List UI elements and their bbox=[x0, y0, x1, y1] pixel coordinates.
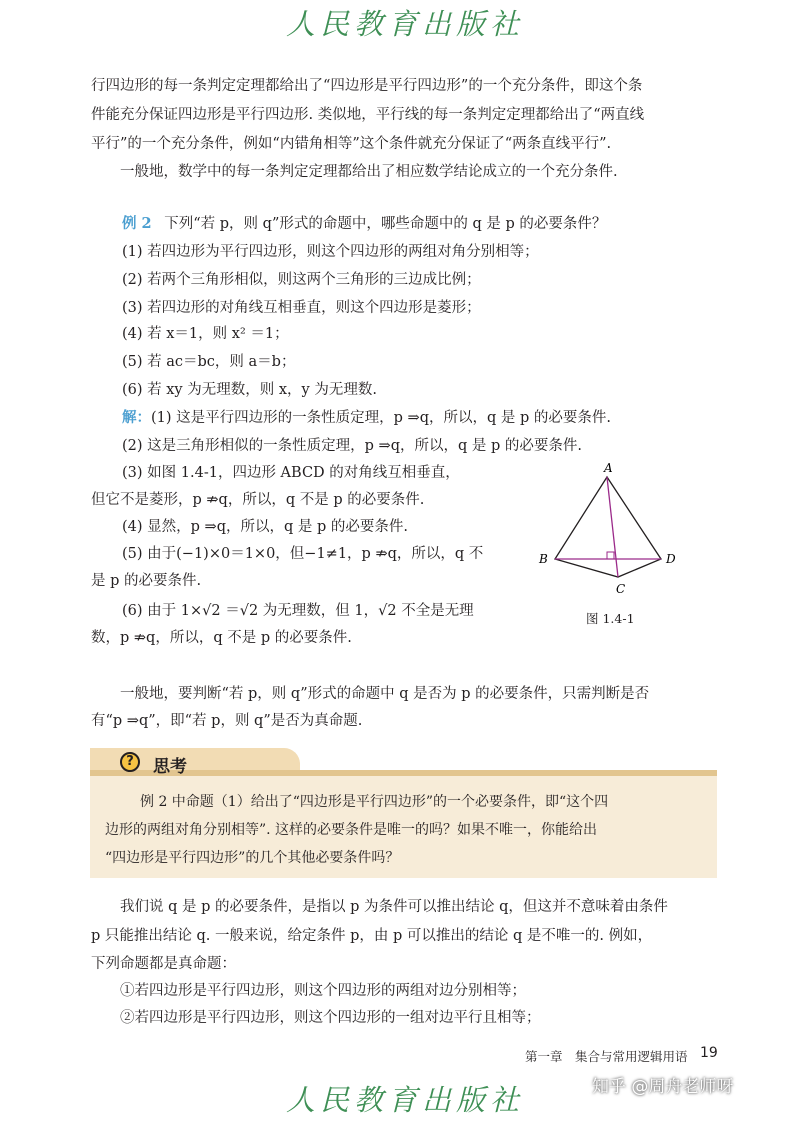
example-item: (4) 若 x＝1，则 x² ＝1； bbox=[122, 326, 289, 342]
think-line: 边形的两组对角分别相等”. 这样的必要条件是唯一的吗？如果不唯一，你能给出 bbox=[105, 822, 598, 838]
solution-line bbox=[122, 408, 611, 428]
intro-line: 一般地，数学中的每一条判定定理都给出了相应数学结论成立的一个充分条件. bbox=[120, 164, 618, 180]
question-icon: ? bbox=[120, 752, 140, 772]
example-item: (6) 若 xy 为无理数，则 x，y 为无理数. bbox=[122, 382, 377, 398]
example-item: (1) 若四边形为平行四边形，则这个四边形的两组对角分别相等； bbox=[122, 244, 539, 260]
figure-caption: 图 1.4-1 bbox=[586, 611, 635, 626]
body-line: 我们说 q 是 p 的必要条件，是指以 p 为条件可以推出结论 q，但这并不意味着由条件 bbox=[120, 899, 668, 915]
conclusion-line: 有“p ⇒q”，即“若 p，则 q”是否为真命题. bbox=[91, 713, 363, 729]
page-number: 19 bbox=[700, 1045, 718, 1061]
label-d: D bbox=[666, 552, 676, 566]
body-line: p 只能推出结论 q. 一般来说，给定条件 p，由 p 可以推出的结论 q 是不唯一的. 例如， bbox=[91, 928, 653, 944]
example-item: (5) 若 ac＝bc，则 a＝b； bbox=[122, 354, 296, 370]
solution-line: (5) 由于(−1)×0＝1×0，但−1≠1，p ⇏q，所以，q 不 bbox=[122, 546, 484, 562]
body-line: 下列命题都是真命题： bbox=[91, 956, 236, 972]
think-line: “四边形是平行四边形”的几个其他必要条件吗？ bbox=[105, 850, 400, 866]
example-header bbox=[122, 214, 606, 234]
publisher-logo-footer: 人民教育出版社 bbox=[286, 1083, 525, 1117]
label-c: C bbox=[616, 582, 626, 596]
example-item: (3) 若四边形的对角线互相垂直，则这个四边形是菱形； bbox=[122, 300, 481, 316]
think-line: 例 2 中命题（1）给出了“四边形是平行四边形”的一个必要条件，即“这个四 bbox=[140, 794, 609, 810]
solution-line: 但它不是菱形，p ⇏q，所以，q 不是 p 的必要条件. bbox=[91, 492, 425, 508]
solution-line: (6) 由于 1×√2 ＝√2 为无理数，但 1，√2 不全是无理 bbox=[122, 603, 474, 619]
example-item: (2) 若两个三角形相似，则这两个三角形的三边成比例； bbox=[122, 272, 481, 288]
intro-line: 平行”的一个充分条件，例如“内错角相等”这个条件就充分保证了“两条直线平行”. bbox=[91, 136, 612, 152]
solution-text: (1) 这是平行四边形的一条性质定理，p ⇒q，所以，q 是 p 的必要条件. bbox=[151, 410, 611, 426]
publisher-logo: 人民教育出版社 bbox=[286, 7, 525, 41]
solution-line: 数，p ⇏q，所以，q 不是 p 的必要条件. bbox=[91, 630, 352, 646]
conclusion-line: 一般地，要判断“若 p，则 q”形式的命题中 q 是否为 p 的必要条件，只需判断是否 bbox=[120, 686, 650, 702]
body-line: ②若四边形是平行四边形，则这个四边形的一组对边平行且相等； bbox=[120, 1010, 541, 1026]
label-a: A bbox=[604, 461, 613, 475]
example-label: 例 2 bbox=[122, 215, 152, 232]
solution-line: 是 p 的必要条件. bbox=[91, 573, 202, 589]
think-title: 思考 bbox=[153, 757, 187, 777]
label-b: B bbox=[539, 552, 548, 566]
quadrilateral-figure bbox=[530, 455, 690, 605]
watermark: 知乎 @周舟老师呀 bbox=[592, 1077, 734, 1097]
solution-line: (3) 如图 1.4-1，四边形 ABCD 的对角线互相垂直， bbox=[122, 465, 460, 481]
solution-label: 解： bbox=[122, 409, 151, 426]
example-question: 下列“若 p，则 q”形式的命题中，哪些命题中的 q 是 p 的必要条件？ bbox=[164, 216, 607, 232]
right-angle-mark bbox=[607, 552, 614, 559]
solution-line: (4) 显然，p ⇒q，所以，q 是 p 的必要条件. bbox=[122, 519, 408, 535]
chapter-footer: 第一章 集合与常用逻辑用语 bbox=[525, 1049, 688, 1064]
intro-line: 行四边形的每一条判定定理都给出了“四边形是平行四边形”的一个充分条件，即这个条 bbox=[91, 78, 643, 94]
solution-line: (2) 这是三角形相似的一条性质定理，p ⇒q，所以，q 是 p 的必要条件. bbox=[122, 438, 582, 454]
intro-line: 件能充分保证四边形是平行四边形. 类似地，平行线的每一条判定定理都给出了“两直线 bbox=[91, 107, 645, 123]
body-line: ①若四边形是平行四边形，则这个四边形的两组对边分别相等； bbox=[120, 983, 526, 999]
